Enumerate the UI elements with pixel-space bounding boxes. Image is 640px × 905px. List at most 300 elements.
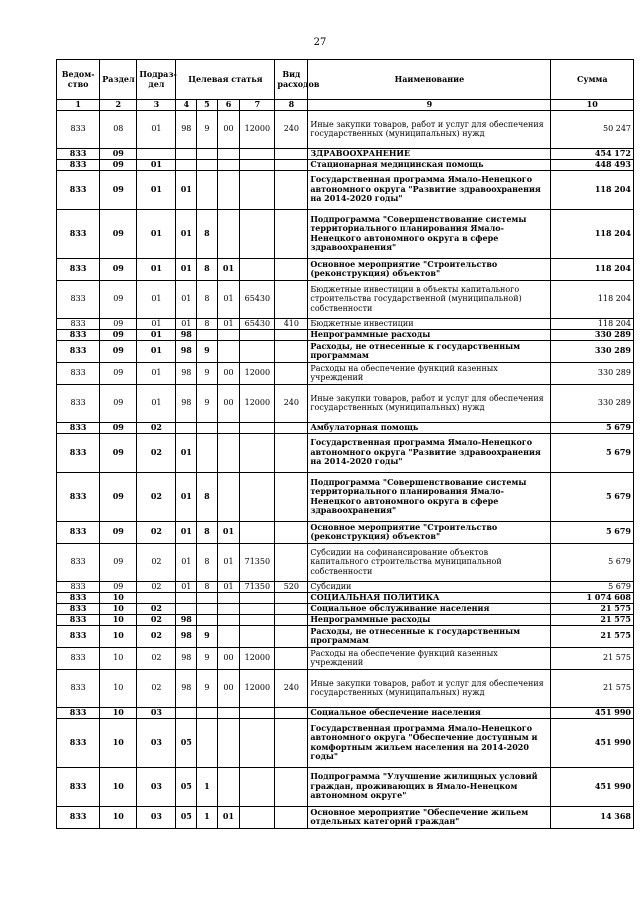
table-row (57, 614, 634, 625)
cell-name: Иные закупки товаров, работ и услуг для обеспечения государственных (муниципальных) нужд (308, 384, 551, 422)
cell-vedom: 833 (57, 603, 100, 614)
cell-vedom: 833 (57, 422, 100, 433)
cell-target-3: 01 (217, 521, 240, 543)
cell-target-4 (240, 592, 275, 603)
table-row (57, 581, 634, 592)
header-row (57, 60, 634, 100)
cell-vedom: 833 (57, 170, 100, 209)
cell-name: Государственная программа Ямало-Ненецкого автономного округа "Обеспечение доступным и комфортным жильем населения на 2014-2020 годы" (308, 718, 551, 767)
cell-razdel: 09 (100, 170, 137, 209)
cell-sum: 5 679 (551, 472, 634, 521)
cell-sum: 21 575 (551, 603, 634, 614)
col-num: 8 (275, 100, 308, 111)
cell-target-3 (217, 767, 240, 806)
cell-sum: 118 204 (551, 258, 634, 280)
cell-target-2 (197, 329, 218, 340)
cell-target-1: 98 (176, 110, 197, 148)
cell-razdel: 09 (100, 472, 137, 521)
cell-podrazdel: 02 (137, 625, 176, 647)
cell-name: ЗДРАВООХРАНЕНИЕ (308, 148, 551, 159)
cell-target-2: 9 (197, 625, 218, 647)
cell-vedom: 833 (57, 581, 100, 592)
cell-target-2: 9 (197, 340, 218, 362)
table-row (57, 258, 634, 280)
cell-podrazdel: 01 (137, 170, 176, 209)
cell-target-4 (240, 422, 275, 433)
cell-name: Расходы, не отнесенные к государственным программам (308, 340, 551, 362)
cell-razdel: 10 (100, 767, 137, 806)
cell-razdel: 09 (100, 340, 137, 362)
cell-name: Основное мероприятие "Строительство (реконструкция) объектов" (308, 258, 551, 280)
cell-razdel: 10 (100, 603, 137, 614)
cell-name: Подпрограмма "Совершенствование системы территориального планирования Ямало-Ненецкого автономного округа в сфере здравоохранения" (308, 209, 551, 258)
table-row (57, 543, 634, 581)
cell-name: Подпрограмма "Улучшение жилищных условий граждан, проживающих в Ямало-Ненецком автономном округе" (308, 767, 551, 806)
cell-razdel: 09 (100, 581, 137, 592)
cell-target-1: 98 (176, 647, 197, 669)
cell-target-1 (176, 148, 197, 159)
cell-target-1: 98 (176, 329, 197, 340)
cell-target-2 (197, 159, 218, 170)
cell-target-3 (217, 329, 240, 340)
cell-vid (275, 209, 308, 258)
cell-target-2: 8 (197, 472, 218, 521)
cell-podrazdel: 01 (137, 329, 176, 340)
cell-vedom: 833 (57, 543, 100, 581)
cell-target-1: 98 (176, 384, 197, 422)
cell-target-2: 8 (197, 521, 218, 543)
table-row (57, 718, 634, 767)
cell-vid (275, 148, 308, 159)
cell-target-1 (176, 592, 197, 603)
cell-target-3 (217, 718, 240, 767)
cell-vid (275, 718, 308, 767)
page-number: 27 (313, 37, 327, 48)
cell-podrazdel: 03 (137, 806, 176, 828)
cell-target-3 (217, 148, 240, 159)
cell-name: Социальное обеспечение населения (308, 707, 551, 718)
cell-podrazdel: 02 (137, 472, 176, 521)
cell-target-2: 1 (197, 806, 218, 828)
header-razdel: Раздел (100, 60, 137, 100)
table-row (57, 521, 634, 543)
cell-name: Иные закупки товаров, работ и услуг для обеспечения государственных (муниципальных) нужд (308, 669, 551, 707)
cell-podrazdel (137, 592, 176, 603)
cell-target-4 (240, 718, 275, 767)
col-num: 6 (217, 100, 240, 111)
cell-target-4: 12000 (240, 110, 275, 148)
cell-podrazdel: 02 (137, 614, 176, 625)
cell-target-2 (197, 148, 218, 159)
cell-target-1: 98 (176, 669, 197, 707)
cell-sum: 21 575 (551, 625, 634, 647)
cell-target-4: 65430 (240, 280, 275, 318)
cell-name: Бюджетные инвестиции в объекты капитального строительства государственной (муниципальной) собственности (308, 280, 551, 318)
col-num: 5 (197, 100, 218, 111)
cell-target-2: 8 (197, 581, 218, 592)
table-row (57, 422, 634, 433)
cell-target-1: 05 (176, 806, 197, 828)
cell-name: Расходы на обеспечение функций казенных учреждений (308, 647, 551, 669)
cell-sum: 5 679 (551, 581, 634, 592)
cell-target-2 (197, 433, 218, 472)
cell-target-3: 01 (217, 318, 240, 329)
cell-name: Непрограммные расходы (308, 614, 551, 625)
col-num: 7 (240, 100, 275, 111)
cell-sum: 448 493 (551, 159, 634, 170)
table-row (57, 625, 634, 647)
cell-target-4 (240, 329, 275, 340)
cell-podrazdel: 02 (137, 647, 176, 669)
table-row (57, 669, 634, 707)
header-podrazdel: Подраз-дел (137, 60, 176, 100)
cell-target-4 (240, 472, 275, 521)
cell-target-2: 9 (197, 110, 218, 148)
cell-target-4: 71350 (240, 543, 275, 581)
cell-target-1: 98 (176, 340, 197, 362)
column-numbers-row (57, 100, 634, 111)
cell-name: Субсидии (308, 581, 551, 592)
cell-sum: 5 679 (551, 543, 634, 581)
cell-podrazdel: 02 (137, 669, 176, 707)
cell-sum: 1 074 608 (551, 592, 634, 603)
cell-target-2 (197, 170, 218, 209)
cell-target-4: 12000 (240, 362, 275, 384)
cell-razdel: 10 (100, 647, 137, 669)
cell-target-2: 8 (197, 258, 218, 280)
cell-sum: 5 679 (551, 433, 634, 472)
cell-sum: 21 575 (551, 614, 634, 625)
cell-target-3: 00 (217, 669, 240, 707)
table-row (57, 362, 634, 384)
table-row (57, 647, 634, 669)
cell-name: Государственная программа Ямало-Ненецкого автономного округа "Развитие здравоохранения на 2014-2020 годы" (308, 433, 551, 472)
cell-target-4 (240, 209, 275, 258)
cell-podrazdel: 02 (137, 433, 176, 472)
cell-sum: 21 575 (551, 647, 634, 669)
cell-vedom: 833 (57, 329, 100, 340)
cell-vedom: 833 (57, 318, 100, 329)
cell-podrazdel: 01 (137, 362, 176, 384)
col-num: 3 (137, 100, 176, 111)
cell-vid: 240 (275, 384, 308, 422)
cell-sum: 451 990 (551, 718, 634, 767)
cell-vid (275, 433, 308, 472)
cell-razdel: 09 (100, 362, 137, 384)
cell-target-1: 98 (176, 625, 197, 647)
header-sum: Сумма (551, 60, 634, 100)
cell-target-1: 01 (176, 521, 197, 543)
cell-vedom: 833 (57, 767, 100, 806)
cell-target-3 (217, 592, 240, 603)
table-row (57, 767, 634, 806)
cell-vedom: 833 (57, 592, 100, 603)
cell-target-4 (240, 148, 275, 159)
cell-vedom: 833 (57, 110, 100, 148)
cell-vid (275, 625, 308, 647)
cell-vedom: 833 (57, 159, 100, 170)
table-row (57, 384, 634, 422)
cell-target-1 (176, 159, 197, 170)
cell-vid (275, 258, 308, 280)
cell-target-1 (176, 603, 197, 614)
cell-vedom: 833 (57, 614, 100, 625)
cell-razdel: 10 (100, 592, 137, 603)
cell-target-2 (197, 707, 218, 718)
cell-target-1: 01 (176, 543, 197, 581)
cell-sum: 118 204 (551, 209, 634, 258)
cell-vedom: 833 (57, 280, 100, 318)
header-vid: Вид расходов (275, 60, 308, 100)
table-row (57, 472, 634, 521)
cell-podrazdel: 02 (137, 581, 176, 592)
cell-podrazdel: 02 (137, 521, 176, 543)
cell-vid (275, 614, 308, 625)
cell-target-3: 00 (217, 110, 240, 148)
cell-target-1: 01 (176, 209, 197, 258)
cell-sum: 454 172 (551, 148, 634, 159)
cell-target-1: 01 (176, 258, 197, 280)
cell-target-3 (217, 707, 240, 718)
cell-target-2: 1 (197, 767, 218, 806)
cell-target-3 (217, 625, 240, 647)
cell-podrazdel: 01 (137, 159, 176, 170)
cell-vedom: 833 (57, 258, 100, 280)
cell-vid (275, 603, 308, 614)
col-num: 4 (176, 100, 197, 111)
cell-razdel: 10 (100, 625, 137, 647)
cell-vedom: 833 (57, 707, 100, 718)
cell-target-3 (217, 603, 240, 614)
cell-name: Социальное обслуживание населения (308, 603, 551, 614)
cell-vid (275, 707, 308, 718)
cell-vedom: 833 (57, 669, 100, 707)
cell-vid: 240 (275, 669, 308, 707)
cell-target-4 (240, 433, 275, 472)
header-target: Целевая статья (176, 60, 275, 100)
header-name: Наименование (308, 60, 551, 100)
cell-target-3: 00 (217, 384, 240, 422)
cell-target-1: 01 (176, 170, 197, 209)
cell-sum: 118 204 (551, 280, 634, 318)
cell-target-4 (240, 614, 275, 625)
cell-podrazdel: 01 (137, 318, 176, 329)
cell-vedom: 833 (57, 718, 100, 767)
cell-razdel: 09 (100, 159, 137, 170)
cell-vid (275, 472, 308, 521)
cell-target-2: 9 (197, 669, 218, 707)
cell-target-2: 9 (197, 384, 218, 422)
cell-name: СОЦИАЛЬНАЯ ПОЛИТИКА (308, 592, 551, 603)
cell-name: Непрограммные расходы (308, 329, 551, 340)
cell-name: Основное мероприятие "Обеспечение жильем отдельных категорий граждан" (308, 806, 551, 828)
cell-podrazdel: 02 (137, 603, 176, 614)
cell-target-1: 01 (176, 318, 197, 329)
cell-vid (275, 647, 308, 669)
budget-table (56, 59, 634, 829)
table-row (57, 159, 634, 170)
cell-name: Субсидии на софинансирование объектов капитального строительства муниципальной собственности (308, 543, 551, 581)
cell-vid (275, 592, 308, 603)
cell-vid (275, 159, 308, 170)
cell-razdel: 09 (100, 148, 137, 159)
cell-sum: 451 990 (551, 767, 634, 806)
cell-vedom: 833 (57, 148, 100, 159)
cell-podrazdel: 03 (137, 707, 176, 718)
cell-target-4: 71350 (240, 581, 275, 592)
cell-vid (275, 543, 308, 581)
cell-razdel: 09 (100, 329, 137, 340)
cell-target-4: 12000 (240, 669, 275, 707)
cell-sum: 330 289 (551, 384, 634, 422)
cell-target-2: 8 (197, 543, 218, 581)
table-row (57, 603, 634, 614)
table-row (57, 592, 634, 603)
cell-razdel: 10 (100, 718, 137, 767)
cell-razdel: 10 (100, 806, 137, 828)
cell-sum: 330 289 (551, 329, 634, 340)
table-row (57, 433, 634, 472)
cell-vid (275, 280, 308, 318)
cell-razdel: 10 (100, 707, 137, 718)
cell-name: Иные закупки товаров, работ и услуг для обеспечения государственных (муниципальных) нужд (308, 110, 551, 148)
cell-vid (275, 521, 308, 543)
cell-target-1 (176, 422, 197, 433)
cell-target-2: 8 (197, 280, 218, 318)
col-num: 10 (551, 100, 634, 111)
col-num: 2 (100, 100, 137, 111)
cell-name: Стационарная медицинская помощь (308, 159, 551, 170)
cell-target-3: 00 (217, 362, 240, 384)
cell-target-3: 01 (217, 806, 240, 828)
cell-target-4 (240, 603, 275, 614)
cell-podrazdel: 01 (137, 280, 176, 318)
cell-target-4 (240, 170, 275, 209)
cell-target-2 (197, 614, 218, 625)
cell-podrazdel: 03 (137, 718, 176, 767)
cell-vedom: 833 (57, 806, 100, 828)
cell-target-4 (240, 159, 275, 170)
cell-vedom: 833 (57, 625, 100, 647)
cell-target-1: 01 (176, 280, 197, 318)
cell-vid: 520 (275, 581, 308, 592)
cell-target-1: 05 (176, 767, 197, 806)
cell-target-2 (197, 603, 218, 614)
cell-vid (275, 362, 308, 384)
cell-sum: 5 679 (551, 521, 634, 543)
cell-target-4 (240, 707, 275, 718)
cell-vid (275, 329, 308, 340)
cell-vedom: 833 (57, 521, 100, 543)
cell-target-2: 8 (197, 318, 218, 329)
cell-vedom: 833 (57, 384, 100, 422)
cell-podrazdel: 01 (137, 209, 176, 258)
cell-target-3: 01 (217, 581, 240, 592)
table-row (57, 340, 634, 362)
cell-target-3: 01 (217, 543, 240, 581)
cell-target-3 (217, 340, 240, 362)
cell-name: Государственная программа Ямало-Ненецкого автономного округа "Развитие здравоохранения на 2014-2020 годы" (308, 170, 551, 209)
cell-razdel: 09 (100, 384, 137, 422)
cell-target-1: 01 (176, 472, 197, 521)
cell-razdel: 09 (100, 209, 137, 258)
cell-target-4: 65430 (240, 318, 275, 329)
cell-target-3 (217, 422, 240, 433)
cell-vid (275, 422, 308, 433)
cell-name: Амбулаторная помощь (308, 422, 551, 433)
cell-target-3 (217, 433, 240, 472)
cell-target-3 (217, 170, 240, 209)
col-num: 9 (308, 100, 551, 111)
cell-target-3: 01 (217, 280, 240, 318)
cell-target-3: 00 (217, 647, 240, 669)
table-row (57, 280, 634, 318)
cell-target-3 (217, 159, 240, 170)
cell-target-1: 01 (176, 581, 197, 592)
cell-podrazdel: 03 (137, 767, 176, 806)
cell-target-4: 12000 (240, 384, 275, 422)
cell-podrazdel: 02 (137, 543, 176, 581)
cell-vedom: 833 (57, 209, 100, 258)
cell-vedom: 833 (57, 362, 100, 384)
cell-target-4 (240, 806, 275, 828)
cell-razdel: 08 (100, 110, 137, 148)
cell-vid (275, 767, 308, 806)
cell-target-1: 05 (176, 718, 197, 767)
cell-name: Бюджетные инвестиции (308, 318, 551, 329)
cell-target-2 (197, 592, 218, 603)
cell-razdel: 09 (100, 318, 137, 329)
cell-target-1: 01 (176, 433, 197, 472)
cell-podrazdel: 01 (137, 258, 176, 280)
cell-target-4 (240, 625, 275, 647)
cell-sum: 330 289 (551, 340, 634, 362)
cell-vedom: 833 (57, 647, 100, 669)
cell-razdel: 09 (100, 521, 137, 543)
cell-target-2: 8 (197, 209, 218, 258)
cell-sum: 50 247 (551, 110, 634, 148)
cell-target-3 (217, 614, 240, 625)
cell-target-3 (217, 472, 240, 521)
cell-target-3: 01 (217, 258, 240, 280)
cell-podrazdel (137, 148, 176, 159)
cell-target-2 (197, 718, 218, 767)
table-row (57, 329, 634, 340)
cell-vid: 240 (275, 110, 308, 148)
table-row (57, 110, 634, 148)
cell-podrazdel: 02 (137, 422, 176, 433)
cell-sum: 21 575 (551, 669, 634, 707)
cell-razdel: 10 (100, 669, 137, 707)
col-num: 1 (57, 100, 100, 111)
table-row (57, 806, 634, 828)
cell-target-4: 12000 (240, 647, 275, 669)
cell-razdel: 09 (100, 543, 137, 581)
cell-target-1: 98 (176, 362, 197, 384)
cell-target-4 (240, 767, 275, 806)
cell-target-1 (176, 707, 197, 718)
cell-vid: 410 (275, 318, 308, 329)
cell-sum: 451 990 (551, 707, 634, 718)
cell-name: Основное мероприятие "Строительство (реконструкция) объектов" (308, 521, 551, 543)
cell-sum: 330 289 (551, 362, 634, 384)
cell-podrazdel: 01 (137, 110, 176, 148)
cell-target-4 (240, 340, 275, 362)
table-row (57, 148, 634, 159)
header-vedom: Ведом-ство (57, 60, 100, 100)
cell-name: Расходы на обеспечение функций казенных учреждений (308, 362, 551, 384)
cell-name: Расходы, не отнесенные к государственным программам (308, 625, 551, 647)
